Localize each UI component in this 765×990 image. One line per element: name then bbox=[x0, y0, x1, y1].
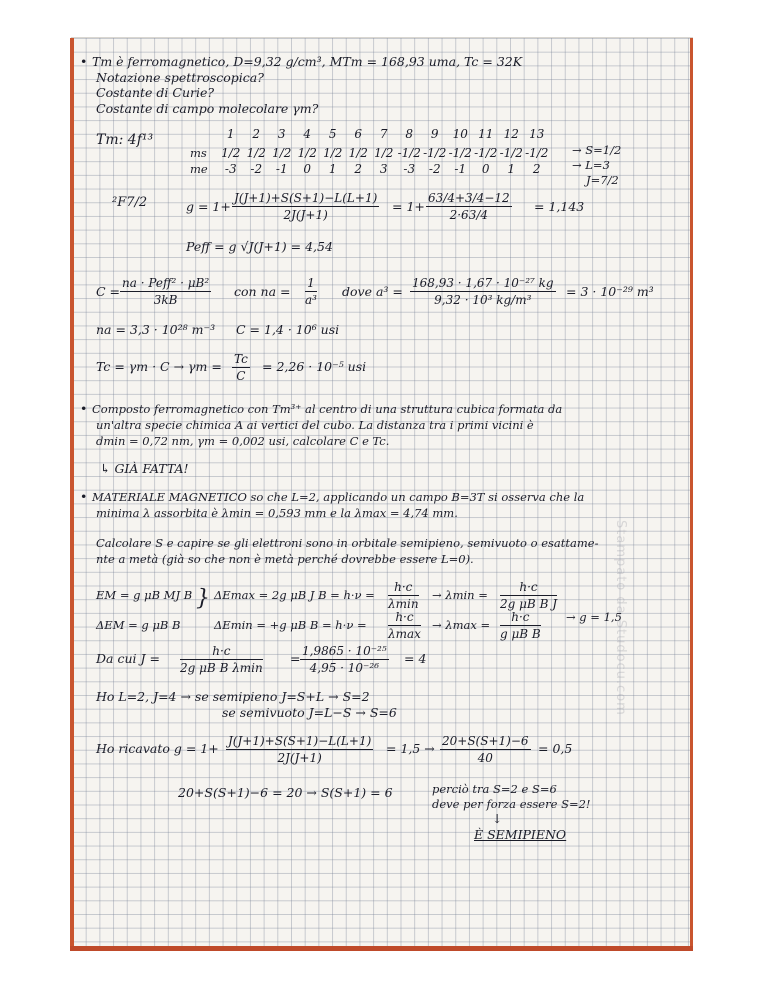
number-density: na = 3,3 · 10²⁸ m⁻³ bbox=[96, 322, 216, 337]
paper-edge-left bbox=[70, 38, 74, 950]
curie-fraction: na · Peff² · μB² 3kB bbox=[122, 276, 210, 307]
already-done-note: ↳ GIÀ FATTA! bbox=[100, 461, 189, 476]
gamma-m-result: = 2,26 · 10⁻⁵ usi bbox=[262, 359, 367, 374]
problem3-line1: MATERIALE MAGNETICO so che L=2, applicando un campo B=3T si osserva che la bbox=[92, 490, 585, 504]
g-derived-mid: = 1,5 → bbox=[386, 741, 435, 756]
problem1-line2: Notazione spettroscopica? bbox=[96, 70, 264, 85]
curie-value: C = 1,4 · 10⁶ usi bbox=[236, 322, 340, 337]
lambda-min-fraction: $\frac{h\cdot c}{\text{2g μB B J}}$ bbox=[500, 580, 558, 611]
a3-left: dove a³ = bbox=[342, 284, 403, 299]
down-arrow-icon: ↓ bbox=[492, 811, 503, 826]
lambda-min-left: → λmin = bbox=[432, 588, 488, 602]
bullet: • bbox=[80, 54, 88, 69]
na-left: con na = bbox=[234, 284, 291, 299]
problem1-line4: Costante di campo molecolare γm? bbox=[96, 101, 319, 116]
g-derived-fraction: $\frac{J(J+1)+S(S+1)-L(L+1)}{2J(J+1)}$ bbox=[228, 734, 372, 765]
conclusion-line1: perciò tra S=2 e S=6 bbox=[432, 782, 557, 796]
lande-g-left: g = 1+ bbox=[186, 199, 231, 214]
orbital-result: → L=3 bbox=[572, 158, 610, 172]
lambda-max-fraction: $\frac{h\cdot c}{\text{g μB B}}$ bbox=[500, 610, 541, 641]
g-derived-result: = 0,5 bbox=[538, 741, 573, 756]
delta-e-max-fraction: h·c λmin bbox=[388, 580, 419, 611]
tc-relation: Tc = γm · C → γm = bbox=[96, 359, 222, 374]
total-j-result: J=7/2 bbox=[586, 173, 619, 187]
delta-e-max: ΔEmax = 2g μB J B = h·ν = bbox=[214, 588, 375, 602]
problem1-line3: Costante di Curie? bbox=[96, 85, 215, 100]
case-semivuoto: se semivuoto J=L−S → S=6 bbox=[222, 705, 397, 720]
problem1-line1: Tm è ferromagnetico, D=9,32 g/cm³, MTm = 168,93 uma, Tc = 32K bbox=[92, 54, 523, 69]
lande-g-mid: = 1+ bbox=[392, 199, 425, 214]
lande-g-result: = 1,143 bbox=[534, 199, 585, 214]
lambda-max-left: → λmax = bbox=[432, 618, 491, 632]
spin-result: → S=1/2 bbox=[572, 143, 622, 157]
effective-moment: Peff = g √J(J+1) = 4,54 bbox=[186, 239, 333, 254]
delta-e-min-fraction: h·c λmax bbox=[388, 610, 421, 641]
paper-edge-bottom bbox=[70, 946, 693, 951]
curie-left: C = bbox=[96, 284, 121, 299]
final-answer: È SEMIPIENO bbox=[474, 827, 567, 842]
problem2-line2: un'altra specie chimica A ai vertici del cubo. La distanza tra i primi vicini è bbox=[96, 418, 534, 432]
problem2-line3: dmin = 0,72 nm, γm = 0,002 usi, calcolare C e Tc. bbox=[96, 434, 390, 448]
bullet: • bbox=[80, 401, 88, 416]
problem2-line1: Composto ferromagnetico con Tm³⁺ al centro di una struttura cubica formata da bbox=[92, 402, 563, 416]
g-factor-result: → g = 1,5 bbox=[566, 610, 622, 624]
g-derived-left: Ho ricavato g = 1+ bbox=[96, 741, 219, 756]
j-fraction-values: $\frac{\text{1,9865 · 10⁻²⁵}}{\text{4,95 · 10⁻²⁶}}$ bbox=[302, 644, 387, 675]
zeeman-energy: EM = g μB MJ B bbox=[96, 588, 193, 602]
lande-g-fraction-values: $\frac{63/4+3/4-12}{2\cdot 63/4}$ bbox=[428, 191, 510, 222]
zeeman-delta: ΔEM = g μB B bbox=[96, 618, 181, 632]
j-result: = 4 bbox=[404, 651, 427, 666]
na-fraction: $\frac{1}{\text{a³}}$ bbox=[305, 276, 317, 307]
j-left: Da cui J = bbox=[96, 651, 160, 666]
delta-e-min: ΔEmin = +g μB B = h·ν = bbox=[214, 618, 367, 632]
problem3-line4: nte a metà (già so che non è metà perché dovrebbe essere L=0). bbox=[96, 552, 474, 566]
s-equation: 20+S(S+1)−6 = 20 → S(S+1) = 6 bbox=[178, 785, 393, 800]
g-derived-fraction-values: $\frac{20+S(S+1)-6}{40}$ bbox=[442, 734, 529, 765]
j-equals: = bbox=[290, 651, 301, 666]
ms-label: ms bbox=[190, 146, 207, 160]
j-fraction: h·c 2g μB B λmin bbox=[180, 644, 263, 675]
electron-config: Tm: 4f¹³ bbox=[96, 132, 154, 148]
ml-label: me bbox=[190, 162, 208, 176]
spectroscopic-term: ²F7/2 bbox=[112, 195, 148, 210]
ml-row: -3 -2 -1 0 1 2 3 -3 -2 -1 0 1 2 bbox=[224, 162, 541, 176]
ms-row: 1/2 1/2 1/2 1/2 1/2 1/2 1/2 -1/2 -1/2 -1/2 -1/2 -1/2 -1/2 bbox=[221, 146, 549, 160]
problem3-line3: Calcolare S e capire se gli elettroni sono in orbitale semipieno, semivuoto o esattame- bbox=[96, 536, 599, 550]
watermark: Stampato da Studocu.com bbox=[613, 520, 628, 716]
lande-g-fraction: $\frac{J(J+1)+S(S+1)-L(L+1)}{2J(J+1)}$ bbox=[234, 191, 378, 222]
a3-fraction: $\frac{\text{168,93 · 1,67 · 10⁻²⁷ kg}}{\text{9,32 · 10³ kg/m³}}$ bbox=[412, 276, 554, 307]
paper-edge-right bbox=[690, 38, 693, 950]
case-semipieno: Ho L=2, J=4 → se semipieno J=S+L → S=2 bbox=[96, 689, 370, 704]
a3-result: = 3 · 10⁻²⁹ m³ bbox=[566, 284, 654, 299]
problem3-line2: minima λ assorbita è λmin = 0,593 mm e la λmax = 4,74 mm. bbox=[96, 506, 458, 520]
electron-index-row: 1 2 3 4 5 6 7 8 9 10 11 12 13 bbox=[226, 127, 545, 141]
bullet: • bbox=[80, 489, 88, 504]
brace-icon: } bbox=[196, 586, 210, 611]
tc-fraction: $\frac{Tc}{C}$ bbox=[234, 352, 248, 383]
conclusion-line2: deve per forza essere S=2! bbox=[432, 797, 591, 811]
